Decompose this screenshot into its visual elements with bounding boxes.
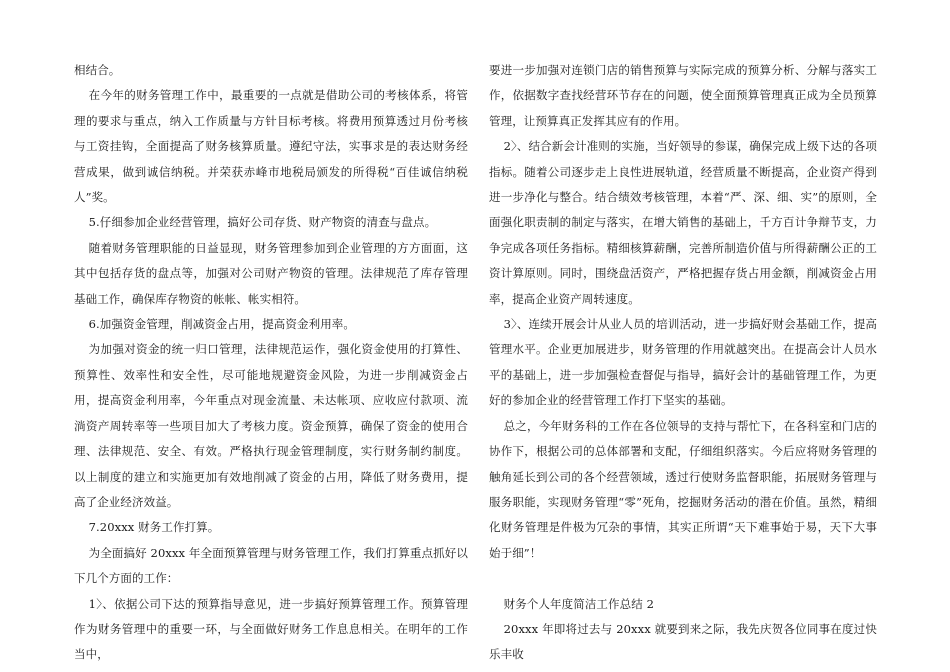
section-heading-5: 5.仔细参加企业经营管理，搞好公司存货、财产物资的清查与盘点。 — [88, 215, 437, 230]
right-column — [489, 58, 877, 668]
paragraph-continuation: 相结合。 — [74, 63, 121, 77]
paragraph-conclusion: 总之，今年财务科的工作在各位领导的支持与帮忙下，在各科室和门店的协作下，根据公司的总体部署和支配，仔细组织落实。今后应将财务管理的触角延长到公司的各个经营领域，透过行使财务监督职能，拓展财务管理与服务职能，实现财务管理“零”死角，挖掘财务活动的潜在价值。虽然，精细化财务管理是件极为冗杂的事情，其实正所谓“天下难事始于易，天下大事始于细”！ — [489, 418, 877, 560]
left-column — [74, 58, 468, 668]
paragraph-assessment-system: 在今年的财务管理工作中，最重要的一点就是借助公司的考核体系，将管理的要求与重点，纳入工作质量与方针目标考核。将费用预算透过月份考核与工资挂钩，全面提高了财务核算质量。遵纪守法，实事求是的表达财务经营成果，做到诚信纳税。并荣获赤峰市地税局颁发的所得税“百佳诚信纳税人”奖。 — [74, 88, 468, 205]
paragraph-plan-intro: 为全面搞好 20xxx 年全面预算管理与财务管理工作，我们打算重点抓好以下几个方面的工作： — [74, 545, 468, 586]
paragraph-inventory-management: 随着财务管理职能的日益显现，财务管理参加到企业管理的方方面面，这其中包括存货的盘点等，加强对公司财产物资的管理。法律规范了库存管理基础工作，确保库存物资的帐帐、帐实相符。 — [74, 240, 468, 306]
paragraph-summary-2-intro: 20xxx 年即将过去与 20xxx 就要到来之际，我先庆贺各位同事在度过快乐丰收 — [489, 621, 877, 662]
section-heading-6: 6.加强资金管理，削减资金占用，提高资金利用率。 — [88, 317, 355, 332]
paragraph-plan-item-1: 1〉、依据公司下达的预算指导意见，进一步搞好预算管理工作。预算管理作为财务管理中的重要一环，与全面做好财务工作息息相关。在明年的工作当中， — [74, 596, 468, 662]
paragraph-fund-management: 为加强对资金的统一归口管理，法律规范运作，强化资金使用的打算性、预算性、效率性和安全性，尽可能地规避资金风险，为进一步削减资金占用，提高资金利用率，今年重点对现金流量、未达帐项、应收应付款项、流淌资产周转率等一些项目加大了考核力度。资金预算，确保了资金的使用合理、法律规范、安全、有效。严格执行现金管理制度，实行财务制约制度。以上制度的建立和实施更加有效地削减了资金的占用，降低了财务费用，提高了企业经济效益。 — [74, 342, 468, 509]
blank-line — [489, 566, 877, 591]
paragraph-plan-item-1-continued: 要进一步加强对连锁门店的销售预算与实际完成的预算分析、分解与落实工作，依据数字查找经营环节存在的问题，使全面预算管理真正成为全员预算管理，让预算真正发挥其应有的作用。 — [489, 63, 877, 128]
paragraph-plan-item-3: 3〉、连续开展会计从业人员的培训活动，进一步搞好财会基础工作，提高管理水平。企业更加展进步，财务管理的作用就越突出。在提高会计人员水平的基础上，进一步加强检查督促与指导，搞好会计的基础管理工作，为更好的参加企业的经营管理工作打下坚实的基础。 — [489, 317, 877, 408]
document-title-2: 财务个人年度简洁工作总结 2 — [503, 596, 654, 611]
paragraph-plan-item-2: 2〉、结合新会计准则的实施，当好领导的参谋，确保完成上级下达的各项指标。随着公司逐步走上良性进展轨道，经营质量不断提高，企业资产得到进一步净化与整合。结合绩效考核管理，本着“严、深、细、实”的原则，全面强化职责制的制定与落实，在增大销售的基础上，千方百计争辩节支，力争完成各项任务指标。精细核算薪酬，完善所制造价值与所得薪酬公正的工资计算原则。同时，围绕盘活资产，严格把握存货占用金额，削减资金占用率，提高企业资产周转速度。 — [489, 139, 877, 306]
section-heading-7: 7.20xxx 财务工作打算。 — [88, 520, 220, 535]
